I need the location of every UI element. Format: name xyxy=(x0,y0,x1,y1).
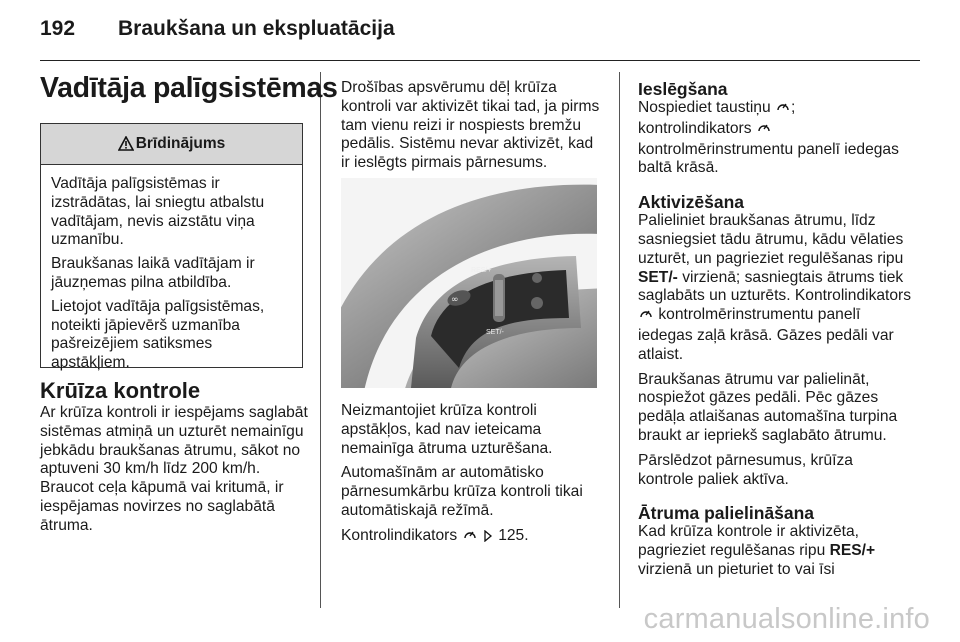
cruise-intro-block xyxy=(40,378,308,542)
cruise-intro-text: Ar krūīza kontroli ir iespējams saglabāt sistēmas atmiņā un uzturēt nemainīgu jebkādu braukšanas ātrumu, sākot no aptuveni 30 km/h līdz 200 km/h. Braucot ceļa kāpumā vai kritumā, ir iespējamas novirzes no saglabātā ātruma. xyxy=(40,404,308,534)
subsection-title: Krūīza kontrole xyxy=(40,378,201,403)
heading-activation: Aktivizēšana xyxy=(638,192,745,213)
activation-text-2: virzienā; sasniegtais ātrums tiek saglabāts un uzturēts. Kontrolindikators xyxy=(638,268,912,305)
accelerate-paragraph: Braukšanas ātrumu var palielināt, nospiežot gāzes pedāli. Pēc gāzes pedāļa atlaišanas automašīna turpina braukt ar iepriekš saglabāto ātrumu. xyxy=(638,370,898,444)
column-3 xyxy=(638,79,912,586)
res-plus-label: RES/+ xyxy=(829,542,876,560)
warning-triangle-icon xyxy=(118,127,134,167)
column-divider-2 xyxy=(619,72,620,608)
switch-on-text-4: kontrolmērinstrumentu panelī iedegas baltā krāsā. xyxy=(638,140,899,177)
warning-paragraph-2: Braukšanas laikā vadītājam ir jāuzņemas pilna atbildība. xyxy=(51,255,255,291)
cruise-control-button-icon xyxy=(776,100,790,120)
gearshift-paragraph: Pārslēdzot pārnesumus, krūīza kontrole paliek aktīva. xyxy=(638,451,853,488)
watermark: carmanualsonline.info xyxy=(643,603,930,635)
cruise-indicator-icon xyxy=(639,307,653,327)
photo-label-set: SET/- xyxy=(486,329,504,336)
column-2-top xyxy=(341,79,605,179)
activation-paragraph xyxy=(638,212,912,364)
svg-text:∞: ∞ xyxy=(451,295,459,305)
indicator-reference xyxy=(341,527,605,548)
automatic-paragraph: Automašīnām ar automātisko pārnesumkārbu krūīza kontroli tikai automātiskajā režīmā. xyxy=(341,464,583,519)
column-2-bottom xyxy=(341,402,605,554)
activation-text-3: kontrolmērinstrumentu panelī iedegas zaļā krāsā. Gāzes pedāli var atlaist. xyxy=(638,306,894,363)
page-reference-arrow-icon xyxy=(483,529,493,548)
page-header xyxy=(40,14,920,48)
safety-paragraph: Drošības apsvērumu dēļ krūīza kontroli var aktivizēt tikai tad, ja pirms tam vienu reizi ir nospiests bremžu pedālis. Sistēmu nevar aktivizēt, kad ir ieslēgts pirmais pārnesums. xyxy=(341,79,600,172)
warning-box xyxy=(40,123,303,372)
chapter-title: Braukšana un ekspluatācija xyxy=(118,17,395,40)
cruise-indicator-icon xyxy=(757,121,771,141)
conditions-paragraph: Neizmantojiet krūīza kontroli apstākļos, kad nav ieteicama nemainīga ātruma uzturēšana. xyxy=(341,402,553,457)
activation-text-1: Palieliniet braukšanas ātrumu, līdz sasniegsiet tādu ātrumu, kādu vēlaties uzturēt, un pagrieziet regulēšanas ripu xyxy=(638,212,904,267)
heading-increase-speed: Ātruma palielināšana xyxy=(638,503,815,524)
indicator-reference-text: Kontrolindikators xyxy=(341,526,458,544)
heading-activation-on: Ieslēgšana xyxy=(638,79,728,99)
steering-wheel-photo xyxy=(341,178,597,388)
page-number: 192 xyxy=(40,17,76,40)
indicator-page-ref: 125. xyxy=(498,526,529,544)
switch-on-text-1: Nospiediet taustiņu xyxy=(638,99,771,116)
warning-paragraph-1: Vadītāja palīgsistēmas ir izstrādātas, lai sniegtu atbalstu vadītājam, nevis aizstātu viņa uzmanību. xyxy=(51,175,265,249)
switch-on-text-3: kontrolindikators xyxy=(638,119,752,137)
increase-speed-paragraph xyxy=(638,523,912,579)
header-rule xyxy=(40,60,920,61)
warning-label: Brīdinājums xyxy=(135,135,226,152)
warning-header xyxy=(41,124,302,165)
section-title: Vadītāja palīgsistēmas xyxy=(40,72,338,104)
photo-label-res: RES/+ xyxy=(471,267,492,274)
cruise-indicator-icon xyxy=(463,528,477,548)
column-divider-1 xyxy=(320,72,321,608)
switch-on-text-2: ; xyxy=(790,99,796,116)
set-minus-label: SET/- xyxy=(638,268,678,286)
increase-text-2: virzienā un pieturiet to vai īsi xyxy=(638,560,835,578)
warning-paragraph-3: Lietojot vadītāja palīgsistēmas, noteikti jāpievērš uzmanība pašreizējiem satiksmes apstākļiem. xyxy=(51,297,265,372)
warning-body xyxy=(41,165,302,373)
switch-on-paragraph xyxy=(638,99,912,178)
increase-text-1: Kad krūīza kontrole ir aktivizēta, pagrieziet regulēšanas ripu xyxy=(638,523,860,560)
